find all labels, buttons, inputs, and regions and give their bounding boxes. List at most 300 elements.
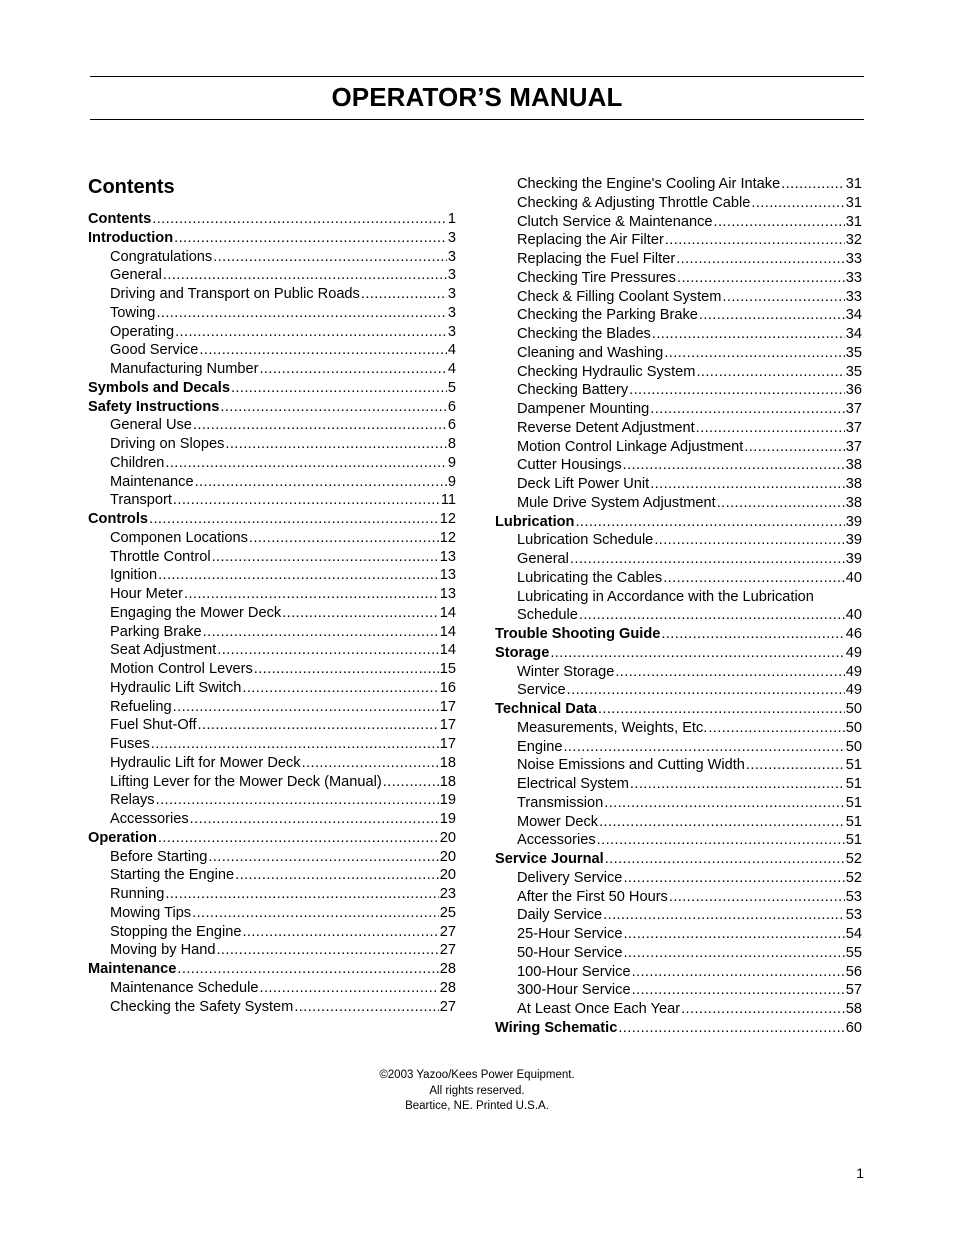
toc-entry (495, 569, 862, 588)
toc-entry-page: 51 (845, 813, 862, 830)
dot-leader (722, 288, 844, 307)
dot-leader (151, 735, 439, 754)
toc-entry-page: 37 (845, 419, 862, 436)
toc-entry-page: 18 (439, 754, 456, 771)
toc-entry (495, 381, 862, 400)
dot-leader (216, 941, 438, 960)
toc-entry (495, 438, 862, 457)
dot-leader (173, 491, 440, 510)
toc-entry (495, 494, 862, 513)
dot-leader (751, 194, 844, 213)
toc-entry-page: 39 (845, 513, 862, 530)
toc-entry (88, 979, 456, 998)
toc-entry-page: 3 (447, 229, 456, 246)
toc-entry-page: 36 (845, 382, 862, 399)
dot-leader (220, 398, 447, 417)
dot-leader (152, 210, 447, 229)
toc-entry-title: Operation (88, 829, 157, 846)
toc-entry (495, 756, 862, 775)
toc-entry (88, 754, 456, 773)
toc-entry-title: General Use (110, 417, 192, 434)
toc-entry (88, 698, 456, 717)
toc-entry (495, 475, 862, 494)
dot-leader (231, 379, 447, 398)
toc-entry-title: Maintenance (110, 473, 194, 490)
dot-leader (664, 344, 844, 363)
toc-entry-page: 9 (447, 454, 456, 471)
toc-entry-title: Checking the Engine's Cooling Air Intake (517, 176, 781, 192)
toc-entry-title: Parking Brake (110, 623, 202, 640)
toc-entry-title: Transport (110, 492, 172, 509)
toc-entry (88, 585, 456, 604)
toc-entry-page: 14 (439, 642, 456, 659)
dot-leader (225, 435, 446, 454)
dot-leader (195, 473, 447, 492)
toc-entry-title: Lubricating the Cables (517, 569, 663, 586)
toc-entry-page: 34 (845, 307, 862, 324)
dot-leader (361, 285, 447, 304)
toc-entry-title: Before Starting (110, 848, 208, 865)
toc-entry-page: 32 (845, 232, 862, 249)
toc-entry-title: Replacing the Fuel Filter (517, 251, 676, 267)
dot-leader (615, 663, 844, 682)
toc-entry (495, 663, 862, 682)
toc-entry (495, 513, 862, 532)
toc-entry-page: 13 (439, 567, 456, 584)
toc-entry-page: 3 (447, 304, 456, 321)
toc-entry-title: 25-Hour Service (517, 926, 623, 942)
toc-entry-page: 19 (439, 811, 456, 827)
toc-entry-title: Refueling (110, 698, 172, 715)
dot-leader (669, 888, 845, 907)
dot-leader (603, 906, 845, 925)
dot-leader (599, 813, 845, 832)
toc-entry-title: Motion Control Levers (110, 661, 253, 677)
dot-leader (677, 269, 845, 288)
toc-entry-page: 58 (845, 1001, 862, 1017)
toc-entry-title: General (110, 267, 162, 284)
toc-entry-page: 49 (845, 644, 862, 661)
toc-entry (495, 944, 862, 963)
toc-entry (495, 794, 862, 813)
toc-entry (495, 175, 862, 194)
toc-entry-title: General (517, 551, 569, 567)
toc-entry-title: Schedule (517, 607, 578, 624)
toc-entry (88, 229, 456, 248)
dot-leader (208, 848, 438, 867)
toc-entry-title: Lubrication (495, 513, 575, 530)
printed-line: Beartice, NE. Printed U.S.A. (405, 1100, 549, 1112)
toc-entry (88, 304, 456, 323)
toc-entry (88, 248, 456, 267)
toc-entry-title: Checking Tire Pressures (517, 269, 676, 286)
toc-entry-title: Manufacturing Number (110, 361, 259, 377)
dot-leader (717, 494, 845, 513)
page-title: OPERATOR’S MANUAL (331, 82, 623, 112)
toc-entry-title: Starting the Engine (110, 867, 235, 884)
toc-entry (88, 641, 456, 660)
toc-entry-page: 38 (845, 457, 862, 474)
toc-entry-page: 60 (845, 1019, 862, 1036)
toc-entry-page: 49 (845, 682, 862, 699)
toc-entry (88, 923, 456, 942)
toc-entry (495, 869, 862, 888)
dot-leader (165, 454, 447, 473)
toc-entry-title: Hour Meter (110, 586, 183, 602)
dot-leader (699, 306, 845, 325)
toc-entry-title: Seat Adjustment (110, 642, 217, 659)
dot-leader (175, 323, 447, 342)
toc-entry-page: 56 (845, 963, 862, 980)
dot-leader (259, 979, 438, 998)
dot-leader (696, 363, 844, 382)
toc-entry (495, 419, 862, 438)
toc-entry (495, 344, 862, 363)
rights-line: All rights reserved. (429, 1084, 525, 1097)
dot-leader (249, 529, 439, 548)
toc-entry (88, 454, 456, 473)
dot-leader (597, 831, 845, 850)
dot-leader (217, 641, 438, 660)
toc-entry-title: Lubricating in Accordance with the Lubrication (517, 588, 814, 605)
toc-entry-page: 53 (845, 888, 862, 905)
toc-entry (88, 941, 456, 960)
toc-entry (495, 250, 862, 269)
copyright-notice (0, 1068, 954, 1115)
dot-leader (676, 250, 845, 269)
dot-leader (294, 998, 438, 1017)
contents-heading: Contents (88, 176, 175, 198)
toc-entry (495, 400, 862, 419)
toc-entry-title: Towing (110, 304, 156, 321)
toc-entry-title: Operating (110, 323, 175, 340)
toc-entry-title: Winter Storage (517, 663, 615, 680)
toc-entry-title: At Least Once Each Year (517, 1001, 681, 1017)
toc-entry-title: Symbols and Decals (88, 379, 230, 396)
toc-entry-page: 40 (845, 569, 862, 586)
toc-entry (88, 210, 456, 229)
toc-entry-page: 23 (439, 886, 456, 902)
toc-entry-page: 13 (439, 548, 456, 565)
dot-leader (149, 510, 439, 529)
dot-leader (632, 981, 845, 1000)
toc-entry (88, 379, 456, 398)
toc-entry-page: 28 (439, 961, 456, 977)
toc-entry-page: 40 (845, 607, 862, 624)
toc-entry (88, 398, 456, 417)
toc-entry-page: 14 (439, 604, 456, 621)
toc-entry-title: Technical Data (495, 701, 597, 717)
toc-entry (495, 963, 862, 982)
toc-entry-page: 3 (447, 286, 456, 302)
toc-entry (88, 716, 456, 735)
toc-entry (495, 606, 862, 625)
toc-entry (495, 213, 862, 232)
toc-entry-page: 27 (439, 923, 456, 940)
toc-entry-title: Cutter Housings (517, 457, 622, 474)
dot-leader (570, 550, 845, 569)
toc-entry-title: Lifting Lever for the Mower Deck (Manual) (110, 773, 382, 790)
toc-left-column (88, 210, 456, 1016)
dot-leader (605, 850, 845, 869)
title-bottom-rule (90, 119, 864, 120)
toc-right-column (495, 175, 862, 1038)
toc-entry-page: 50 (845, 719, 862, 736)
toc-entry-page: 13 (439, 586, 456, 602)
dot-leader (213, 248, 447, 267)
dot-leader (604, 794, 845, 813)
toc-entry-title: Driving and Transport on Public Roads (110, 286, 360, 302)
toc-entry (88, 266, 456, 285)
toc-entry-page: 39 (845, 532, 862, 549)
toc-entry-title: Deck Lift Power Unit (517, 476, 650, 492)
dot-leader (242, 923, 438, 942)
toc-entry-page: 51 (845, 776, 862, 792)
toc-entry-page: 9 (447, 473, 456, 490)
dot-leader (563, 738, 844, 757)
dot-leader (652, 325, 845, 344)
dot-leader (242, 679, 438, 698)
toc-entry-title: Cleaning and Washing (517, 344, 664, 361)
toc-entry-title: Maintenance (88, 961, 177, 977)
toc-entry-page: 3 (447, 248, 456, 265)
copyright-line: ©2003 Yazoo/Kees Power Equipment. (379, 1069, 575, 1081)
dot-leader (282, 604, 439, 623)
toc-entry (495, 531, 862, 550)
dot-leader (203, 623, 439, 642)
dot-leader (744, 438, 844, 457)
toc-entry-title: Checking the Parking Brake (517, 307, 698, 324)
toc-entry-title: Hydraulic Lift Switch (110, 679, 242, 696)
dot-leader (259, 360, 446, 379)
toc-entry (88, 548, 456, 567)
toc-entry (88, 829, 456, 848)
dot-leader (383, 773, 439, 792)
toc-entry-title: Controls (88, 511, 148, 527)
dot-leader (663, 569, 845, 588)
toc-entry-page: 5 (447, 379, 456, 396)
toc-entry (495, 813, 862, 832)
toc-entry (495, 625, 862, 644)
dot-leader (623, 869, 844, 888)
toc-entry-page: 35 (845, 344, 862, 361)
toc-entry-page: 52 (845, 869, 862, 886)
toc-entry (88, 510, 456, 529)
toc-entry-page: 33 (845, 251, 862, 267)
toc-entry-title: Transmission (517, 794, 604, 811)
toc-entry-title: Ignition (110, 567, 158, 584)
toc-entry-page: 27 (439, 998, 456, 1015)
toc-entry (88, 285, 456, 304)
toc-entry-page: 25 (439, 904, 456, 921)
dot-leader (650, 400, 845, 419)
dot-leader (235, 866, 439, 885)
dot-leader (184, 585, 439, 604)
toc-entry (88, 323, 456, 342)
toc-entry (88, 866, 456, 885)
toc-entry-page: 4 (447, 361, 456, 377)
dot-leader (156, 791, 439, 810)
toc-entry (495, 775, 862, 794)
toc-entry-page: 20 (439, 848, 456, 865)
dot-leader (550, 644, 844, 663)
dot-leader (163, 266, 447, 285)
toc-entry (495, 194, 862, 213)
toc-entry (88, 435, 456, 454)
toc-entry-page: 15 (439, 661, 456, 677)
toc-entry-page: 33 (845, 288, 862, 305)
toc-entry-title: Service (517, 682, 566, 699)
toc-entry-page: 38 (845, 476, 862, 492)
dot-leader (165, 885, 438, 904)
page-number: 1 (856, 1165, 864, 1181)
toc-entry-title: Hydraulic Lift for Mower Deck (110, 754, 301, 771)
toc-entry (495, 738, 862, 757)
toc-entry-title: Fuses (110, 736, 150, 752)
toc-entry-title: Running (110, 886, 165, 902)
toc-entry-title: Fuel Shut-Off (110, 717, 197, 734)
toc-entry (495, 831, 862, 850)
toc-entry-page: 38 (845, 494, 862, 511)
toc-entry-title: Maintenance Schedule (110, 979, 259, 996)
toc-entry-page: 37 (845, 438, 862, 455)
toc-entry-page: 3 (447, 267, 456, 284)
dot-leader (696, 419, 845, 438)
toc-entry-title: Noise Emissions and Cutting Width (517, 757, 745, 774)
toc-entry-title: Checking Hydraulic System (517, 363, 696, 380)
toc-entry (495, 700, 862, 719)
toc-entry-page: 51 (845, 757, 862, 774)
toc-entry (88, 529, 456, 548)
toc-entry-page: 51 (845, 794, 862, 811)
toc-entry (495, 269, 862, 288)
dot-leader (254, 660, 439, 679)
toc-entry-title: Good Service (110, 342, 199, 359)
toc-entry-page: 51 (845, 832, 862, 849)
toc-entry-title: Replacing the Air Filter (517, 232, 664, 249)
dot-leader (199, 341, 446, 360)
dot-leader (629, 381, 845, 400)
toc-entry-page: 53 (845, 907, 862, 924)
toc-entry-page: 27 (439, 942, 456, 959)
toc-entry-title: Engine (517, 738, 563, 755)
dot-leader (190, 810, 439, 829)
toc-entry (88, 773, 456, 792)
toc-entry-title: Delivery Service (517, 869, 623, 886)
dot-leader (158, 829, 439, 848)
toc-entry (88, 848, 456, 867)
toc-entry-title: Safety Instructions (88, 398, 220, 415)
toc-entry (495, 306, 862, 325)
toc-entry (495, 588, 862, 607)
toc-entry (495, 925, 862, 944)
toc-entry-title: Moving by Hand (110, 942, 216, 959)
toc-entry (495, 231, 862, 250)
toc-entry-page: 19 (439, 792, 456, 809)
toc-entry (495, 888, 862, 907)
toc-entry-title: Mowing Tips (110, 904, 192, 921)
toc-entry (88, 491, 456, 510)
dot-leader (579, 606, 845, 625)
toc-entry-title: Checking the Blades (517, 326, 651, 342)
toc-entry-page: 12 (439, 529, 456, 546)
toc-entry (495, 644, 862, 663)
dot-leader (156, 304, 446, 323)
toc-entry-page: 31 (845, 213, 862, 230)
toc-entry-title: Children (110, 454, 165, 471)
dot-leader (174, 229, 447, 248)
dot-leader (665, 231, 845, 250)
toc-entry-page: 49 (845, 663, 862, 680)
toc-entry-page: 17 (439, 698, 456, 715)
toc-entry-title: Engaging the Mower Deck (110, 604, 282, 621)
dot-leader (302, 754, 439, 773)
toc-entry-page: 37 (845, 401, 862, 417)
toc-entry (495, 363, 862, 382)
dot-leader (173, 698, 439, 717)
dot-leader (598, 700, 845, 719)
toc-entry (495, 550, 862, 569)
toc-entry (88, 623, 456, 642)
toc-entry-title: Check & Filling Coolant System (517, 288, 722, 305)
dot-leader (681, 1000, 845, 1019)
toc-entry-page: 50 (845, 738, 862, 755)
toc-entry-page: 54 (845, 926, 862, 942)
toc-entry (495, 719, 862, 738)
dot-leader (781, 175, 845, 194)
toc-entry (88, 885, 456, 904)
toc-entry (495, 850, 862, 869)
toc-entry-page: 33 (845, 269, 862, 286)
toc-entry-title: Stopping the Engine (110, 923, 242, 940)
toc-entry-page: 35 (845, 363, 862, 380)
toc-entry-title: Measurements, Weights, Etc. (517, 719, 708, 736)
toc-entry-page: 12 (439, 511, 456, 527)
dot-leader (198, 716, 439, 735)
toc-entry-title: Throttle Control (110, 548, 211, 565)
dot-leader (654, 531, 844, 550)
dot-leader (650, 475, 845, 494)
dot-leader (192, 904, 439, 923)
dot-leader (632, 963, 845, 982)
toc-entry-title: Electrical System (517, 776, 629, 792)
toc-entry-title: After the First 50 Hours (517, 888, 668, 905)
dot-leader (630, 775, 845, 794)
dot-leader (661, 625, 844, 644)
toc-entry-page: 14 (439, 623, 456, 640)
toc-entry-title: Clutch Service & Maintenance (517, 213, 713, 230)
dot-leader (623, 456, 845, 475)
toc-entry-title: Checking & Adjusting Throttle Cable (517, 194, 751, 211)
toc-entry-title: Checking Battery (517, 382, 629, 399)
toc-entry (88, 341, 456, 360)
toc-entry (88, 735, 456, 754)
toc-entry-title: Checking the Safety System (110, 998, 294, 1015)
toc-entry (88, 960, 456, 979)
toc-entry-title: Congratulations (110, 248, 213, 265)
dot-leader (714, 213, 845, 232)
toc-entry-title: Trouble Shooting Guide (495, 626, 661, 642)
toc-entry (495, 1019, 862, 1038)
toc-entry-title: Mule Drive System Adjustment (517, 494, 716, 511)
dot-leader (575, 513, 844, 532)
toc-entry (88, 679, 456, 698)
toc-entry-title: Motion Control Linkage Adjustment (517, 438, 744, 455)
toc-entry (495, 981, 862, 1000)
toc-entry-title: Accessories (110, 811, 189, 827)
toc-entry-page: 34 (845, 326, 862, 342)
toc-entry-title: Componen Locations (110, 529, 248, 546)
